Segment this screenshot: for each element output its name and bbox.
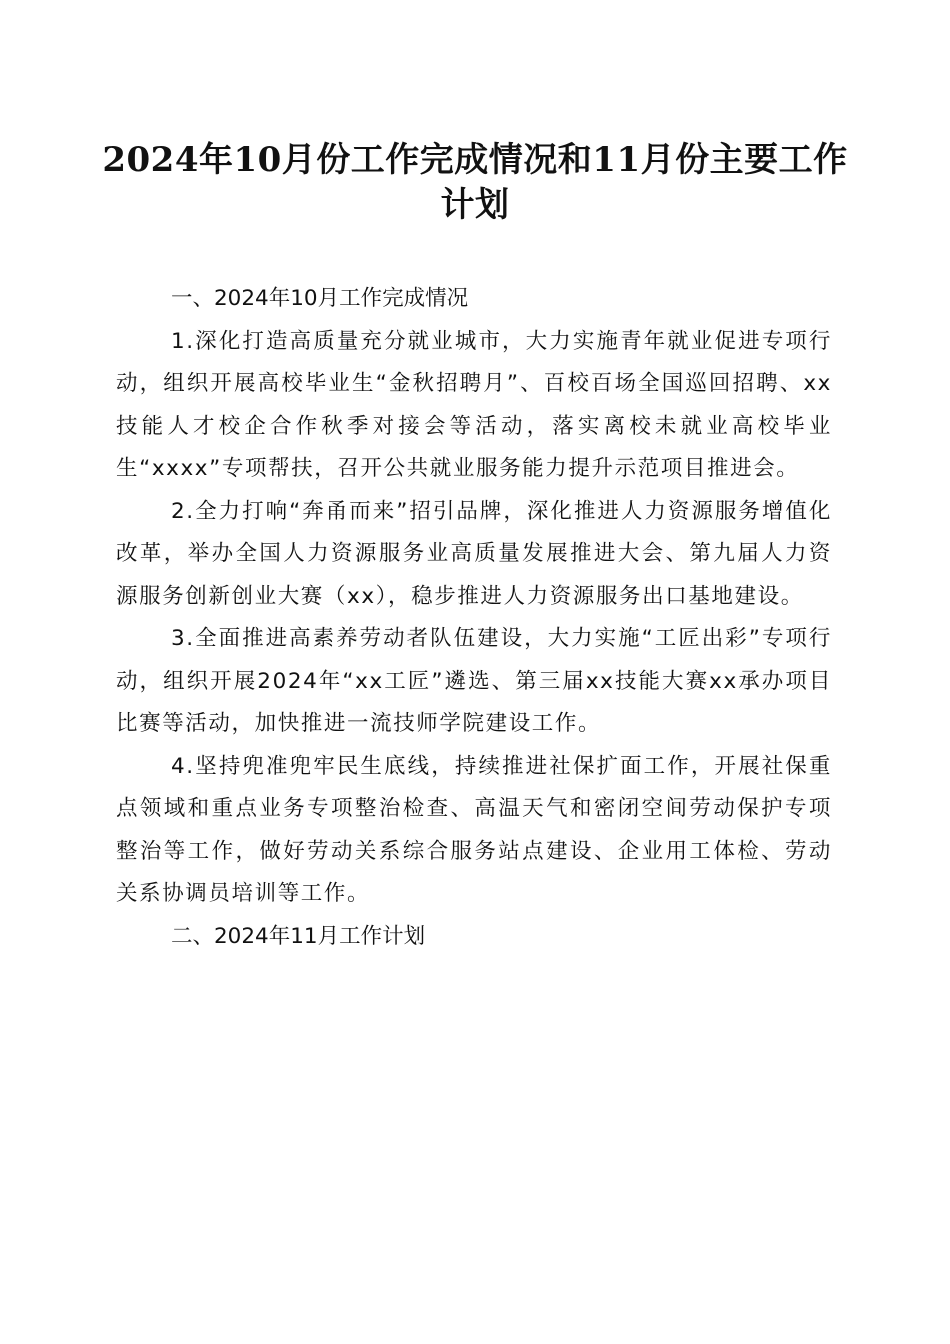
document-title: 2024年10月份工作完成情况和11月份主要工作计划: [102, 140, 848, 225]
section-heading-november-plan: 二、2024年11月工作计划: [171, 923, 426, 949]
paragraph-employment: 1.深化打造高质量充分就业城市，大力实施青年就业促进专项行动，组织开展高校毕业生“金秋招聘月”、百校百场全国巡回招聘、xx技能人才校企合作秋季对接会等活动，落实离校未就业高校毕业生“xxxx”专项帮扶，召开公共就业服务能力提升示范项目推进会。: [116, 328, 832, 481]
paragraph-skilled-workforce: 3.全面推进高素养劳动者队伍建设，大力实施“工匠出彩”专项行动，组织开展2024年“xx工匠”遴选、第三届xx技能大赛xx承办项目比赛等活动，加快推进一流技师学院建设工作。: [116, 626, 832, 736]
document-body: [116, 278, 832, 958]
section-heading-october-summary: 一、2024年10月工作完成情况: [171, 286, 469, 311]
paragraph-social-security: 4.坚持兜准兜牢民生底线，持续推进社保扩面工作，开展社保重点领域和重点业务专项整治检查、高温天气和密闭空间劳动保护专项整治等工作，做好劳动关系综合服务站点建设、企业用工体检、劳动关系协调员培训等工作。: [116, 753, 832, 906]
paragraph-talent-brand: 2.全力打响“奔甬而来”招引品牌，深化推进人力资源服务增值化改革，举办全国人力资源服务业高质量发展推进大会、第九届人力资源服务创新创业大赛（xx），稳步推进人力资源服务出口基地建设。: [116, 498, 832, 609]
